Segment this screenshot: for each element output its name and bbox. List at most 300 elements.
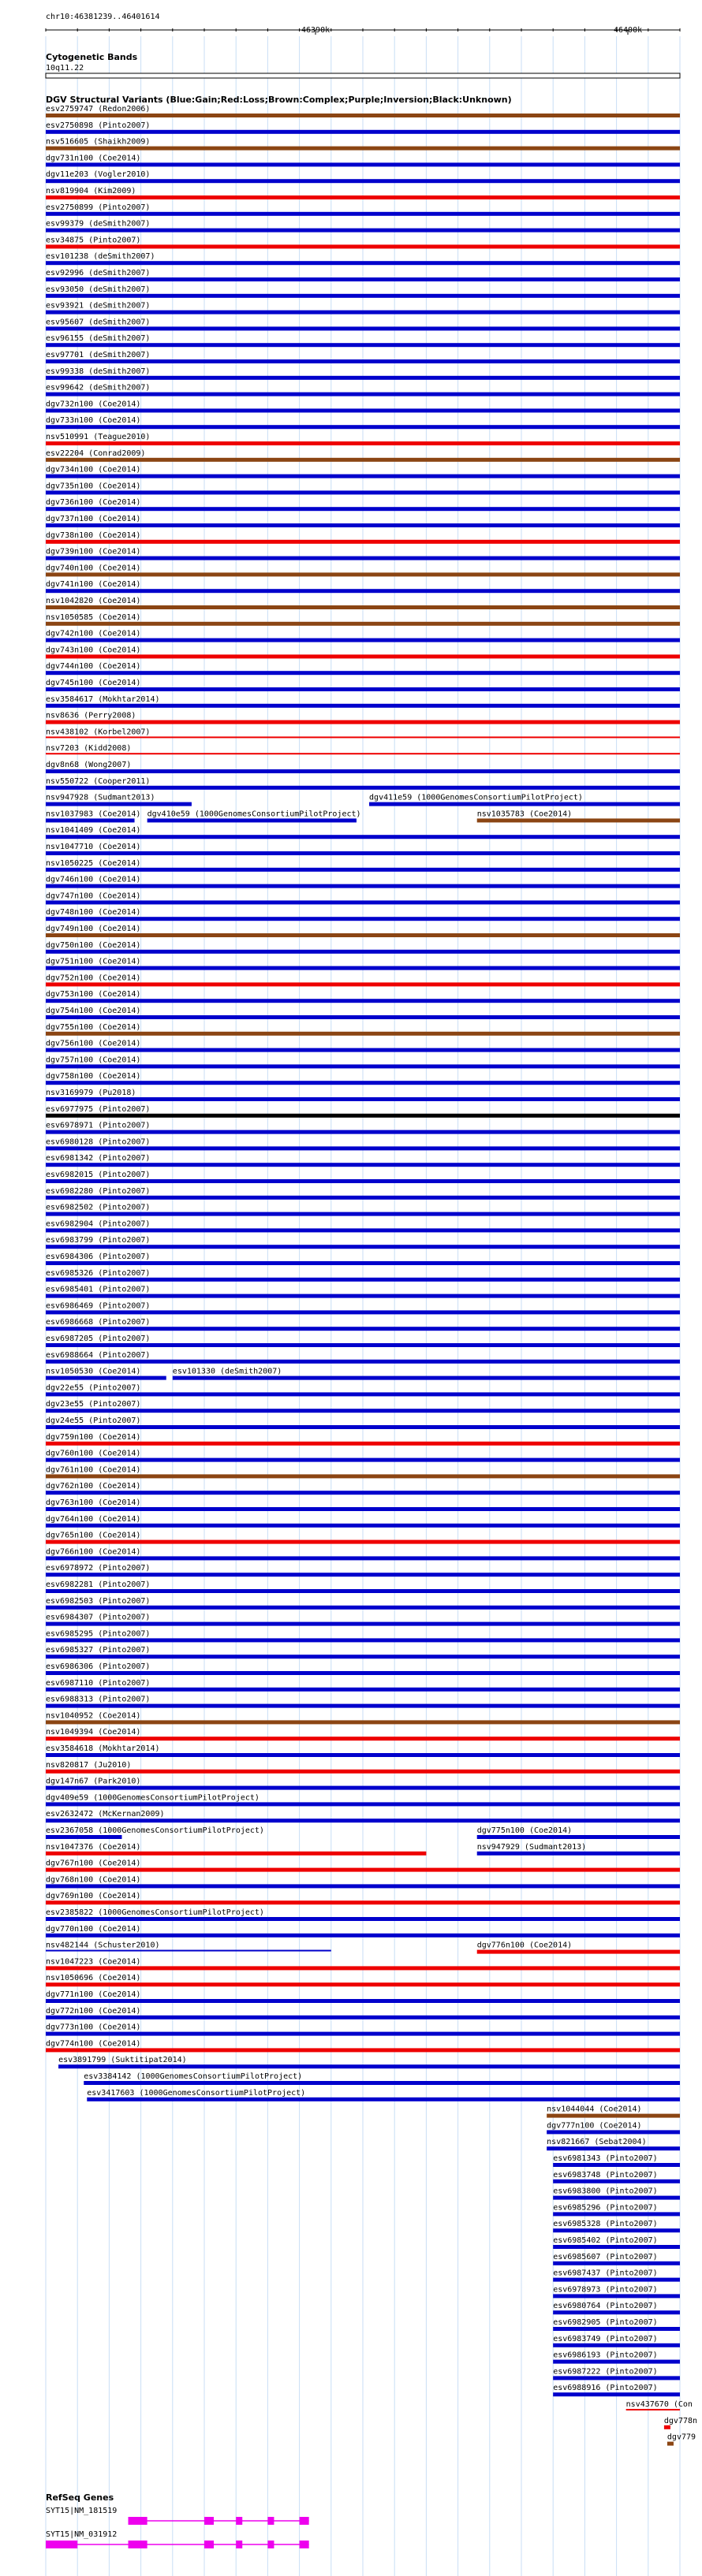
variant-label: esv96155 (deSmith2007) <box>46 334 151 344</box>
variant-bar-gain[interactable] <box>547 2146 680 2150</box>
gene-exon[interactable] <box>204 2517 214 2525</box>
variant-label: dgv774n100 (Coe2014) <box>46 2039 141 2049</box>
variant-label: esv3891799 (Suktitipat2014) <box>58 2056 187 2065</box>
variant-bar-gain[interactable] <box>46 1622 680 1626</box>
variant-label: esv101330 (deSmith2007) <box>172 1367 282 1376</box>
variant-bar-gain[interactable] <box>46 1261 680 1265</box>
variant-bar-gain[interactable] <box>46 1884 680 1888</box>
variant-bar-gain[interactable] <box>46 425 680 429</box>
variant-bar-gain[interactable] <box>46 704 680 708</box>
variant-bar-gain[interactable] <box>46 1278 680 1282</box>
variant-label: esv6987205 (Pinto2007) <box>46 1335 151 1343</box>
variant-label: dgv754n100 (Coe2014) <box>46 1007 141 1015</box>
variant-label: dgv765n100 (Coe2014) <box>46 1531 141 1540</box>
variant-label: esv6987437 (Pinto2007) <box>553 2269 658 2278</box>
variant-bar-gain[interactable] <box>553 2343 680 2347</box>
variant-label: nsv3169979 (Pu2018) <box>46 1089 136 1097</box>
variant-label: esv6985401 (Pinto2007) <box>46 1285 151 1294</box>
variant-bar-gain[interactable] <box>46 1376 166 1380</box>
variant-label: esv6981343 (Pinto2007) <box>553 2154 658 2163</box>
variant-label: esv22204 (Conrad2009) <box>46 449 146 458</box>
variant-bar-gain[interactable] <box>46 1196 680 1200</box>
variant-bar-gain[interactable] <box>46 818 135 822</box>
variant-bar-gain[interactable] <box>46 1950 331 1952</box>
variant-bar-gain[interactable] <box>84 2081 680 2085</box>
refseq-track <box>46 2492 309 2548</box>
variant-bar-gain[interactable] <box>46 1917 680 1921</box>
variant-label: esv6988916 (Pinto2007) <box>553 2384 658 2393</box>
variant-bar-gain[interactable] <box>46 917 680 921</box>
variant-bar-loss[interactable] <box>46 1868 680 1872</box>
variant-bar-loss[interactable] <box>46 720 680 724</box>
variant-bar-gain[interactable] <box>553 2261 680 2265</box>
variant-bar-complex[interactable] <box>46 572 680 576</box>
variant-bar-gain[interactable] <box>46 687 680 691</box>
variant-bar-gain[interactable] <box>46 277 680 281</box>
variant-label: esv6977975 (Pinto2007) <box>46 1104 151 1114</box>
variant-bar-gain[interactable] <box>46 1999 680 2003</box>
variant-bar-complex[interactable] <box>46 1032 680 1036</box>
dgv-variants-track <box>46 105 697 2446</box>
variant-bar-gain[interactable] <box>46 393 680 396</box>
variant-bar-gain[interactable] <box>46 261 680 265</box>
ruler-tick-label: 46390k <box>301 26 330 35</box>
variant-label: esv6983799 (Pinto2007) <box>46 1236 151 1245</box>
variant-label: dgv773n100 (Coe2014) <box>46 2023 141 2032</box>
variant-label: dgv733n100 (Coe2014) <box>46 416 141 426</box>
variant-bar-loss[interactable] <box>46 195 680 199</box>
variant-label: nsv1050225 (Coe2014) <box>46 858 141 868</box>
variant-label: nsv8636 (Perry2008) <box>46 711 136 720</box>
cytoband-bar[interactable] <box>46 73 680 78</box>
variant-bar-loss[interactable] <box>46 1442 680 1446</box>
variant-label: dgv739n100 (Coe2014) <box>46 547 141 557</box>
variant-label: nsv1040952 (Coe2014) <box>46 1711 141 1721</box>
variant-bar-gain[interactable] <box>87 2098 680 2101</box>
variant-bar-complex[interactable] <box>46 1474 680 1478</box>
ruler-coordinates: chr10:46381239..46401614 <box>46 13 160 21</box>
variant-bar-gain[interactable] <box>46 1818 680 1822</box>
variant-label: nsv1044044 (Coe2014) <box>547 2105 642 2114</box>
variant-bar-gain[interactable] <box>46 851 680 855</box>
variant-label: esv99338 (deSmith2007) <box>46 367 151 376</box>
variant-label: dgv747n100 (Coe2014) <box>46 892 141 901</box>
variant-bar-gain[interactable] <box>46 1360 680 1364</box>
variant-label: esv6985295 (Pinto2007) <box>46 1629 151 1639</box>
variant-bar-gain[interactable] <box>46 1524 680 1528</box>
variant-label: esv6982904 (Pinto2007) <box>46 1219 151 1229</box>
variant-label: dgv750n100 (Coe2014) <box>46 940 141 950</box>
variant-bar-gain[interactable] <box>46 966 680 970</box>
refseq-title: RefSeq Genes <box>46 2492 114 2503</box>
variant-label: esv3417603 (1000GenomesConsortiumPilotProject) <box>87 2088 306 2098</box>
variant-bar-gain[interactable] <box>46 1786 680 1790</box>
variant-bar-gain[interactable] <box>46 1015 680 1019</box>
variant-label: esv6982015 (Pinto2007) <box>46 1171 151 1179</box>
variant-label: dgv410e59 (1000GenomesConsortiumPilotProject) <box>147 810 361 819</box>
gene-exon[interactable] <box>236 2541 242 2548</box>
variant-bar-gain[interactable] <box>46 1507 680 1511</box>
variant-bar-loss[interactable] <box>46 753 680 754</box>
variant-label: esv99642 (deSmith2007) <box>46 383 151 393</box>
variant-bar-gain[interactable] <box>46 507 680 511</box>
variant-label: esv6980764 (Pinto2007) <box>553 2302 658 2311</box>
variant-bar-gain[interactable] <box>46 999 680 1003</box>
variant-label: dgv777n100 (Coe2014) <box>547 2121 642 2131</box>
variant-label: esv6978972 (Pinto2007) <box>46 1564 151 1573</box>
variant-bar-gain[interactable] <box>553 2327 680 2331</box>
variant-bar-gain[interactable] <box>46 1802 680 1806</box>
variant-bar-gain[interactable] <box>46 1655 680 1658</box>
variant-bar-gain[interactable] <box>46 1753 680 1757</box>
gene-exon[interactable] <box>300 2517 309 2525</box>
variant-bar-gain[interactable] <box>46 2032 680 2036</box>
variant-label: esv2759747 (Redon2006) <box>46 105 151 114</box>
variant-bar-complex[interactable] <box>46 933 680 937</box>
variant-bar-gain[interactable] <box>46 589 680 593</box>
variant-label: nsv1050530 (Coe2014) <box>46 1367 141 1376</box>
variant-bar-gain[interactable] <box>46 1934 680 1938</box>
gene-exon[interactable] <box>236 2517 242 2525</box>
variant-bar-complex[interactable] <box>477 818 680 822</box>
variant-bar-gain[interactable] <box>46 179 680 183</box>
variant-bar-gain[interactable] <box>46 671 680 675</box>
variant-label: dgv758n100 (Coe2014) <box>46 1072 141 1081</box>
variant-bar-gain[interactable] <box>46 1835 121 1839</box>
variant-bar-gain[interactable] <box>46 638 680 642</box>
variant-bar-gain[interactable] <box>553 2212 680 2216</box>
variant-bar-gain[interactable] <box>46 1294 680 1298</box>
variant-label: esv6988664 (Pinto2007) <box>46 1350 151 1360</box>
variant-bar-gain[interactable] <box>46 1425 680 1429</box>
variant-bar-gain[interactable] <box>46 1130 680 1134</box>
variant-label: esv6982905 (Pinto2007) <box>553 2318 658 2327</box>
variant-label: nsv1041409 (Coe2014) <box>46 826 141 836</box>
variant-label: nsv1047376 (Coe2014) <box>46 1842 141 1852</box>
variant-label: dgv764n100 (Coe2014) <box>46 1514 141 1524</box>
variant-label: esv6988313 (Pinto2007) <box>46 1695 151 1704</box>
variant-label: dgv748n100 (Coe2014) <box>46 908 141 918</box>
variant-label: dgv775n100 (Coe2014) <box>476 1826 573 1835</box>
variant-label: esv6985402 (Pinto2007) <box>553 2236 658 2245</box>
variant-bar-gain[interactable] <box>46 1704 680 1708</box>
variant-bar-gain[interactable] <box>46 1409 680 1413</box>
variant-label: dgv11e203 (Vogler2010) <box>46 170 151 180</box>
variant-label: dgv762n100 (Coe2014) <box>46 1482 141 1491</box>
gene-exon[interactable] <box>204 2541 214 2548</box>
variant-label: nsv1037983 (Coe2014) <box>46 810 141 819</box>
variant-bar-gain[interactable] <box>46 1327 680 1331</box>
variant-label: dgv769n100 (Coe2014) <box>46 1892 141 1901</box>
variant-bar-unknown[interactable] <box>46 1114 680 1118</box>
variant-bar-gain[interactable] <box>553 2294 680 2298</box>
variant-bar-gain[interactable] <box>46 950 680 954</box>
variant-label: esv6982280 (Pinto2007) <box>46 1186 151 1196</box>
variant-label: dgv768n100 (Coe2014) <box>46 1875 141 1885</box>
variant-label: esv6980128 (Pinto2007) <box>46 1137 151 1147</box>
variant-label: esv6982503 (Pinto2007) <box>46 1596 151 1606</box>
variant-bar-loss[interactable] <box>46 1770 680 1774</box>
variant-bar-gain[interactable] <box>369 802 680 806</box>
variant-label: dgv732n100 (Coe2014) <box>46 400 141 409</box>
gene-label: SYT15|NM_181519 <box>46 2507 118 2515</box>
variant-label: esv6987110 (Pinto2007) <box>46 1678 151 1688</box>
variant-bar-complex[interactable] <box>667 2442 674 2446</box>
variant-label: esv6983748 (Pinto2007) <box>553 2170 658 2180</box>
variant-bar-loss[interactable] <box>46 1540 680 1544</box>
variant-bar-gain[interactable] <box>46 786 680 790</box>
variant-bar-gain[interactable] <box>173 1376 680 1380</box>
variant-label: nsv1042820 (Coe2014) <box>46 597 141 605</box>
variant-bar-loss[interactable] <box>46 441 680 445</box>
variant-bar-gain[interactable] <box>147 818 357 822</box>
variant-bar-gain[interactable] <box>553 2310 680 2314</box>
variant-bar-gain[interactable] <box>46 1343 680 1347</box>
variant-bar-gain[interactable] <box>46 1671 680 1675</box>
variant-label: dgv751n100 (Coe2014) <box>46 957 141 966</box>
variant-label: dgv772n100 (Coe2014) <box>46 2006 141 2016</box>
variant-bar-gain[interactable] <box>46 1638 680 1642</box>
variant-bar-loss[interactable] <box>46 1737 680 1740</box>
variant-label: dgv759n100 (Coe2014) <box>46 1432 141 1442</box>
variant-bar-complex[interactable] <box>46 147 680 151</box>
variant-label: esv2367058 (1000GenomesConsortiumPilotProject) <box>46 1826 264 1835</box>
variant-label: dgv735n100 (Coe2014) <box>46 482 141 491</box>
variant-bar-complex[interactable] <box>46 1720 680 1724</box>
variant-bar-gain[interactable] <box>553 2376 680 2380</box>
gene-exon[interactable] <box>129 2517 147 2525</box>
gene-exon[interactable] <box>46 2541 77 2548</box>
variant-bar-gain[interactable] <box>46 343 680 347</box>
variant-bar-gain[interactable] <box>46 1048 680 1052</box>
variant-bar-gain[interactable] <box>46 359 680 363</box>
variant-label: esv92996 (deSmith2007) <box>46 269 151 277</box>
variant-bar-gain[interactable] <box>553 2278 680 2282</box>
variant-label: dgv778n <box>663 2416 698 2425</box>
variant-label: esv6982281 (Pinto2007) <box>46 1580 151 1589</box>
variant-label: dgv738n100 (Coe2014) <box>46 530 141 540</box>
variant-label: esv6986668 (Pinto2007) <box>46 1318 151 1327</box>
variant-label: esv93050 (deSmith2007) <box>46 285 151 294</box>
variant-bar-gain[interactable] <box>46 1163 680 1167</box>
variant-bar-gain[interactable] <box>46 1228 680 1232</box>
variant-label: nsv510991 (Teague2010) <box>46 433 151 441</box>
variant-label: dgv746n100 (Coe2014) <box>46 875 141 884</box>
variant-label: dgv744n100 (Coe2014) <box>46 662 141 672</box>
variant-bar-loss[interactable] <box>626 2409 680 2410</box>
variant-bar-gain[interactable] <box>46 1179 680 1183</box>
variant-label: esv6978971 (Pinto2007) <box>46 1121 151 1130</box>
variant-label: dgv757n100 (Coe2014) <box>46 1055 141 1065</box>
variant-bar-gain[interactable] <box>553 2180 680 2183</box>
variant-bar-gain[interactable] <box>46 523 680 527</box>
variant-bar-gain[interactable] <box>46 1064 680 1068</box>
gene-exon[interactable] <box>129 2541 147 2548</box>
variant-label: esv6985327 (Pinto2007) <box>46 1646 151 1655</box>
variant-label: dgv743n100 (Coe2014) <box>46 646 141 655</box>
variant-label: esv6985296 (Pinto2007) <box>553 2203 658 2213</box>
variant-bar-loss[interactable] <box>46 1852 426 1856</box>
variant-label: nsv438102 (Korbel2007) <box>46 728 151 737</box>
variant-label: nsv516605 (Shaikh2009) <box>46 137 151 147</box>
variant-bar-complex[interactable] <box>547 2114 680 2118</box>
variant-bar-gain[interactable] <box>46 326 680 330</box>
variant-bar-gain[interactable] <box>46 1491 680 1495</box>
variant-bar-loss[interactable] <box>46 1900 680 1904</box>
variant-label: dgv8n68 (Wong2007) <box>46 761 132 769</box>
variant-bar-gain[interactable] <box>46 802 192 806</box>
variant-label: dgv752n100 (Coe2014) <box>46 973 141 983</box>
variant-label: esv6985607 (Pinto2007) <box>553 2252 658 2261</box>
gene-exon[interactable] <box>300 2541 309 2548</box>
variant-label: dgv770n100 (Coe2014) <box>46 1924 141 1934</box>
ruler-track <box>46 13 680 35</box>
variant-label: dgv409e59 (1000GenomesConsortiumPilotProject) <box>46 1793 260 1803</box>
variant-bar-loss[interactable] <box>46 1966 680 1970</box>
variant-bar-loss[interactable] <box>46 736 680 738</box>
variant-bar-gain[interactable] <box>46 162 680 166</box>
variant-label: dgv745n100 (Coe2014) <box>46 679 141 687</box>
variant-label: esv6985328 (Pinto2007) <box>553 2220 658 2229</box>
variant-bar-gain[interactable] <box>553 2360 680 2364</box>
variant-bar-loss[interactable] <box>664 2425 670 2429</box>
variant-label: nsv1049394 (Coe2014) <box>46 1728 141 1737</box>
variant-bar-gain[interactable] <box>46 294 680 298</box>
variant-bar-gain[interactable] <box>46 1606 680 1610</box>
gene-exon[interactable] <box>267 2517 274 2525</box>
variant-label: esv95607 (deSmith2007) <box>46 318 151 327</box>
variant-bar-complex[interactable] <box>46 605 680 609</box>
variant-label: dgv766n100 (Coe2014) <box>46 1547 141 1557</box>
variant-label: nsv437670 (Con <box>625 2400 693 2409</box>
variant-bar-gain[interactable] <box>46 1097 680 1101</box>
variant-bar-loss[interactable] <box>46 982 680 986</box>
variant-label: dgv761n100 (Coe2014) <box>46 1465 141 1475</box>
variant-bar-gain[interactable] <box>46 212 680 216</box>
variant-label: nsv820817 (Ju2010) <box>46 1760 132 1770</box>
variant-bar-gain[interactable] <box>46 557 680 560</box>
variant-label: dgv411e59 (1000GenomesConsortiumPilotProject) <box>369 793 583 802</box>
variant-label: esv97701 (deSmith2007) <box>46 351 151 359</box>
cytoband-title: Cytogenetic Bands <box>46 52 138 62</box>
variant-label: dgv756n100 (Coe2014) <box>46 1039 141 1048</box>
variant-label: dgv24e55 (Pinto2007) <box>46 1416 141 1425</box>
variant-label: dgv755n100 (Coe2014) <box>46 1022 141 1032</box>
variant-bar-gain[interactable] <box>46 1245 680 1249</box>
variant-bar-loss[interactable] <box>46 654 680 658</box>
variant-bar-gain[interactable] <box>553 2392 680 2396</box>
variant-label: esv6986469 (Pinto2007) <box>46 1301 151 1311</box>
variant-label: dgv147n67 (Park2010) <box>46 1777 141 1786</box>
variant-bar-gain[interactable] <box>553 2245 680 2249</box>
variant-label: esv6981342 (Pinto2007) <box>46 1154 151 1163</box>
variant-bar-loss[interactable] <box>46 2048 680 2052</box>
variant-bar-loss[interactable] <box>477 1950 680 1954</box>
variant-bar-complex[interactable] <box>46 458 680 462</box>
variant-bar-gain[interactable] <box>58 2064 680 2068</box>
variant-bar-gain[interactable] <box>46 475 680 478</box>
variant-bar-gain[interactable] <box>46 1573 680 1576</box>
variant-label: dgv771n100 (Coe2014) <box>46 1990 141 1999</box>
variant-label: nsv1047223 (Coe2014) <box>46 1957 141 1967</box>
variant-bar-gain[interactable] <box>46 835 680 839</box>
variant-bar-gain[interactable] <box>46 1212 680 1216</box>
variant-label: dgv742n100 (Coe2014) <box>46 629 141 638</box>
variant-bar-gain[interactable] <box>46 376 680 380</box>
variant-bar-gain[interactable] <box>46 408 680 412</box>
variant-bar-gain[interactable] <box>46 1392 680 1396</box>
variant-bar-gain[interactable] <box>46 1081 680 1085</box>
variant-label: esv34875 (Pinto2007) <box>46 236 141 245</box>
variant-label: nsv550722 (Cooper2011) <box>46 776 151 786</box>
variant-label: nsv1050696 (Coe2014) <box>46 1974 141 1983</box>
variant-bar-loss[interactable] <box>46 540 680 544</box>
variant-label: dgv737n100 (Coe2014) <box>46 515 141 523</box>
variant-label: nsv947929 (Sudmant2013) <box>476 1842 587 1852</box>
variant-label: esv6982502 (Pinto2007) <box>46 1203 151 1212</box>
variant-bar-gain[interactable] <box>46 868 680 872</box>
variant-label: esv6987222 (Pinto2007) <box>553 2367 658 2377</box>
ruler-tick-label: 46400k <box>614 26 643 35</box>
variant-bar-gain[interactable] <box>46 130 680 134</box>
variant-label: nsv1047710 (Coe2014) <box>46 843 141 851</box>
variant-bar-loss[interactable] <box>46 244 680 248</box>
variant-bar-complex[interactable] <box>46 114 680 117</box>
variant-bar-gain[interactable] <box>477 1852 680 1856</box>
variant-bar-gain[interactable] <box>553 2228 680 2232</box>
ruler-minor-ticks <box>46 28 680 32</box>
variant-bar-gain[interactable] <box>553 2163 680 2167</box>
variant-bar-gain[interactable] <box>477 1835 680 1839</box>
variant-bar-gain[interactable] <box>46 1589 680 1593</box>
variant-bar-gain[interactable] <box>46 2016 680 2019</box>
variant-label: dgv767n100 (Coe2014) <box>46 1859 141 1868</box>
variant-label: dgv760n100 (Coe2014) <box>46 1449 141 1458</box>
variant-label: esv2750898 (Pinto2007) <box>46 121 151 130</box>
variant-label: nsv1050585 (Coe2014) <box>46 612 141 622</box>
variant-label: esv6986193 (Pinto2007) <box>553 2351 658 2360</box>
variant-bar-gain[interactable] <box>46 1458 680 1462</box>
variant-bar-gain[interactable] <box>46 1556 680 1560</box>
variant-label: esv6984307 (Pinto2007) <box>46 1613 151 1622</box>
variant-label: esv2632472 (McKernan2009) <box>46 1810 165 1819</box>
gene-exon[interactable] <box>267 2541 274 2548</box>
variant-bar-gain[interactable] <box>46 311 680 315</box>
variant-bar-complex[interactable] <box>46 622 680 626</box>
variant-label: dgv23e55 (Pinto2007) <box>46 1400 141 1409</box>
variant-label: nsv7203 (Kidd2008) <box>46 744 132 754</box>
variant-bar-gain[interactable] <box>547 2130 680 2134</box>
variant-bar-gain[interactable] <box>46 490 680 494</box>
variant-label: dgv736n100 (Coe2014) <box>46 498 141 508</box>
variant-label: dgv22e55 (Pinto2007) <box>46 1383 141 1393</box>
variant-bar-gain[interactable] <box>46 1310 680 1314</box>
variant-bar-gain[interactable] <box>46 884 680 888</box>
variant-bar-gain[interactable] <box>46 769 680 773</box>
variant-bar-gain[interactable] <box>46 900 680 904</box>
variant-label: nsv819904 (Kim2009) <box>46 187 136 195</box>
variant-bar-gain[interactable] <box>46 1688 680 1692</box>
variant-bar-gain[interactable] <box>46 1146 680 1150</box>
variant-label: esv6984306 (Pinto2007) <box>46 1253 151 1261</box>
variant-bar-gain[interactable] <box>46 229 680 233</box>
variant-label: esv6983800 (Pinto2007) <box>553 2187 658 2196</box>
variant-bar-gain[interactable] <box>553 2196 680 2200</box>
variant-bar-loss[interactable] <box>46 1982 680 1986</box>
variant-label: nsv821667 (Sebat2004) <box>547 2138 647 2147</box>
variant-label: nsv1035783 (Coe2014) <box>476 810 573 819</box>
variant-label: dgv753n100 (Coe2014) <box>46 990 141 1000</box>
